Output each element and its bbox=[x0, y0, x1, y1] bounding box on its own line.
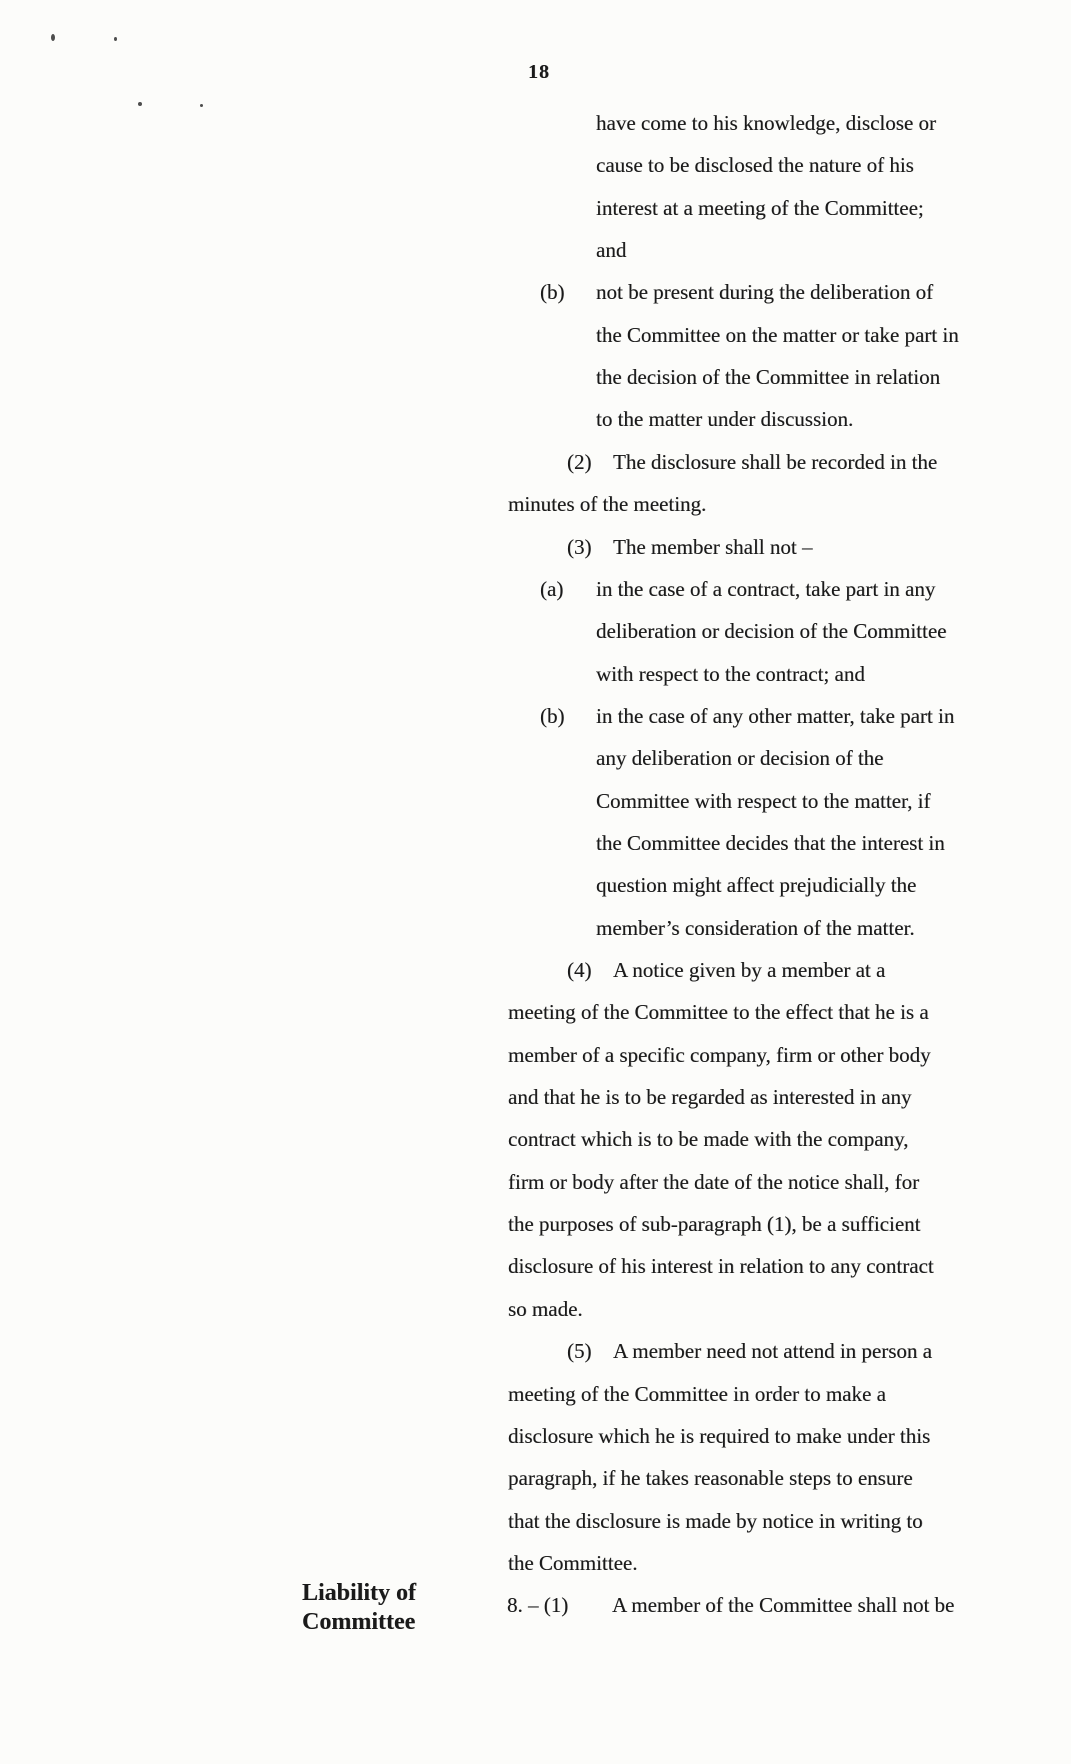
text-line-content: any deliberation or decision of the bbox=[596, 746, 884, 771]
text-line bbox=[508, 1040, 931, 1070]
text-line-content: with respect to the contract; and bbox=[596, 661, 865, 686]
text-line-content: to the matter under discussion. bbox=[596, 407, 854, 432]
page-number: 18 bbox=[528, 61, 550, 83]
text-line bbox=[508, 1463, 913, 1493]
text-line-content: member’s consideration of the matter. bbox=[596, 915, 915, 940]
list-marker: (3) bbox=[567, 534, 592, 559]
text-line-content: in the case of any other matter, take part in bbox=[596, 703, 955, 728]
text-line-content: that the disclosure is made by notice in writing to bbox=[508, 1508, 923, 1533]
margin-note-liability-of-committee bbox=[302, 1579, 416, 1637]
text-line-content: and that he is to be regarded as interested in any bbox=[508, 1085, 912, 1110]
text-line bbox=[508, 1124, 908, 1154]
text-line bbox=[596, 828, 945, 858]
text-line bbox=[508, 1209, 920, 1239]
text-line bbox=[596, 870, 916, 900]
text-line-content: A member of the Committee shall not be bbox=[612, 1593, 955, 1618]
list-marker: (b) bbox=[540, 703, 565, 728]
text-line bbox=[596, 786, 930, 816]
text-line bbox=[567, 447, 937, 477]
text-line bbox=[508, 1251, 934, 1281]
text-line bbox=[596, 193, 924, 223]
text-line-content: interest at a meeting of the Committee; bbox=[596, 195, 924, 220]
text-line bbox=[596, 235, 626, 265]
text-line-content: The member shall not – bbox=[613, 534, 813, 559]
text-line-content: deliberation or decision of the Committee bbox=[596, 619, 947, 644]
text-line bbox=[508, 1379, 886, 1409]
text-line bbox=[596, 913, 915, 943]
text-line-content: disclosure of his interest in relation to any contract bbox=[508, 1254, 934, 1279]
list-marker: (5) bbox=[567, 1339, 592, 1364]
text-line bbox=[508, 1506, 923, 1536]
text-line-content: in the case of a contract, take part in any bbox=[596, 576, 936, 601]
text-line bbox=[596, 108, 936, 138]
scan-speck bbox=[51, 34, 55, 41]
text-line bbox=[508, 1082, 912, 1112]
text-line bbox=[508, 1421, 930, 1451]
text-line-content: contract which is to be made with the company, bbox=[508, 1127, 909, 1152]
text-line bbox=[596, 404, 853, 434]
text-line bbox=[508, 1548, 637, 1578]
text-line bbox=[540, 701, 954, 731]
text-line bbox=[596, 362, 940, 392]
text-line-content: cause to be disclosed the nature of his bbox=[596, 153, 914, 178]
list-marker: (a) bbox=[540, 576, 564, 601]
list-marker: (4) bbox=[567, 958, 592, 982]
text-line-content: the Committee. bbox=[508, 1550, 638, 1575]
text-line-content: meeting of the Committee in order to make a bbox=[508, 1381, 886, 1406]
text-line bbox=[508, 489, 706, 519]
text-line-content: disclosure which he is required to make under this bbox=[508, 1423, 931, 1448]
list-marker: (2) bbox=[567, 449, 592, 474]
text-line-content: the decision of the Committee in relation bbox=[596, 365, 941, 390]
text-line-content: paragraph, if he takes reasonable steps to ensure bbox=[508, 1466, 913, 1491]
text-line-content: so made. bbox=[508, 1296, 583, 1321]
text-line bbox=[596, 743, 884, 773]
text-line bbox=[596, 320, 959, 350]
text-line bbox=[540, 574, 935, 604]
text-line-content: and bbox=[596, 238, 627, 263]
text-line-content: The disclosure shall be recorded in the bbox=[613, 449, 938, 474]
scan-speck bbox=[138, 102, 142, 106]
text-line-content: firm or body after the date of the notice shall, for bbox=[508, 1169, 920, 1194]
list-marker: (b) bbox=[540, 280, 565, 305]
text-line bbox=[508, 1294, 583, 1324]
text-line bbox=[567, 955, 885, 985]
text-line bbox=[540, 277, 933, 307]
text-line bbox=[596, 616, 947, 646]
text-line-content: A notice given by a member at a bbox=[613, 958, 886, 982]
text-line bbox=[567, 532, 812, 562]
text-line-content: the Committee decides that the interest in bbox=[596, 830, 945, 855]
text-line-content: minutes of the meeting. bbox=[508, 492, 707, 517]
scan-speck bbox=[114, 37, 117, 41]
text-line bbox=[508, 997, 929, 1027]
text-line-content: Committee with respect to the matter, if bbox=[596, 788, 931, 813]
text-line bbox=[567, 1336, 932, 1366]
text-line bbox=[508, 1167, 919, 1197]
text-line-content: meeting of the Committee to the effect that he is a bbox=[508, 1000, 929, 1025]
scan-speck bbox=[200, 104, 203, 107]
text-line bbox=[507, 1590, 954, 1620]
text-line-content: question might affect prejudicially the bbox=[596, 873, 917, 898]
text-line-content: A member need not attend in person a bbox=[613, 1339, 932, 1364]
text-line-content: the Committee on the matter or take part in bbox=[596, 322, 959, 347]
text-line-content: the purposes of sub-paragraph (1), be a sufficient bbox=[508, 1212, 921, 1237]
text-line-content: not be present during the deliberation of bbox=[596, 280, 934, 305]
text-line bbox=[596, 659, 865, 689]
text-line bbox=[596, 150, 914, 180]
margin-note-line: Committee bbox=[302, 1609, 416, 1635]
text-line-content: have come to his knowledge, disclose or bbox=[596, 111, 936, 135]
text-line-content: member of a specific company, firm or other body bbox=[508, 1042, 931, 1067]
section-number: 8. – (1) bbox=[507, 1593, 569, 1618]
margin-note-line: Liability of bbox=[302, 1580, 417, 1606]
